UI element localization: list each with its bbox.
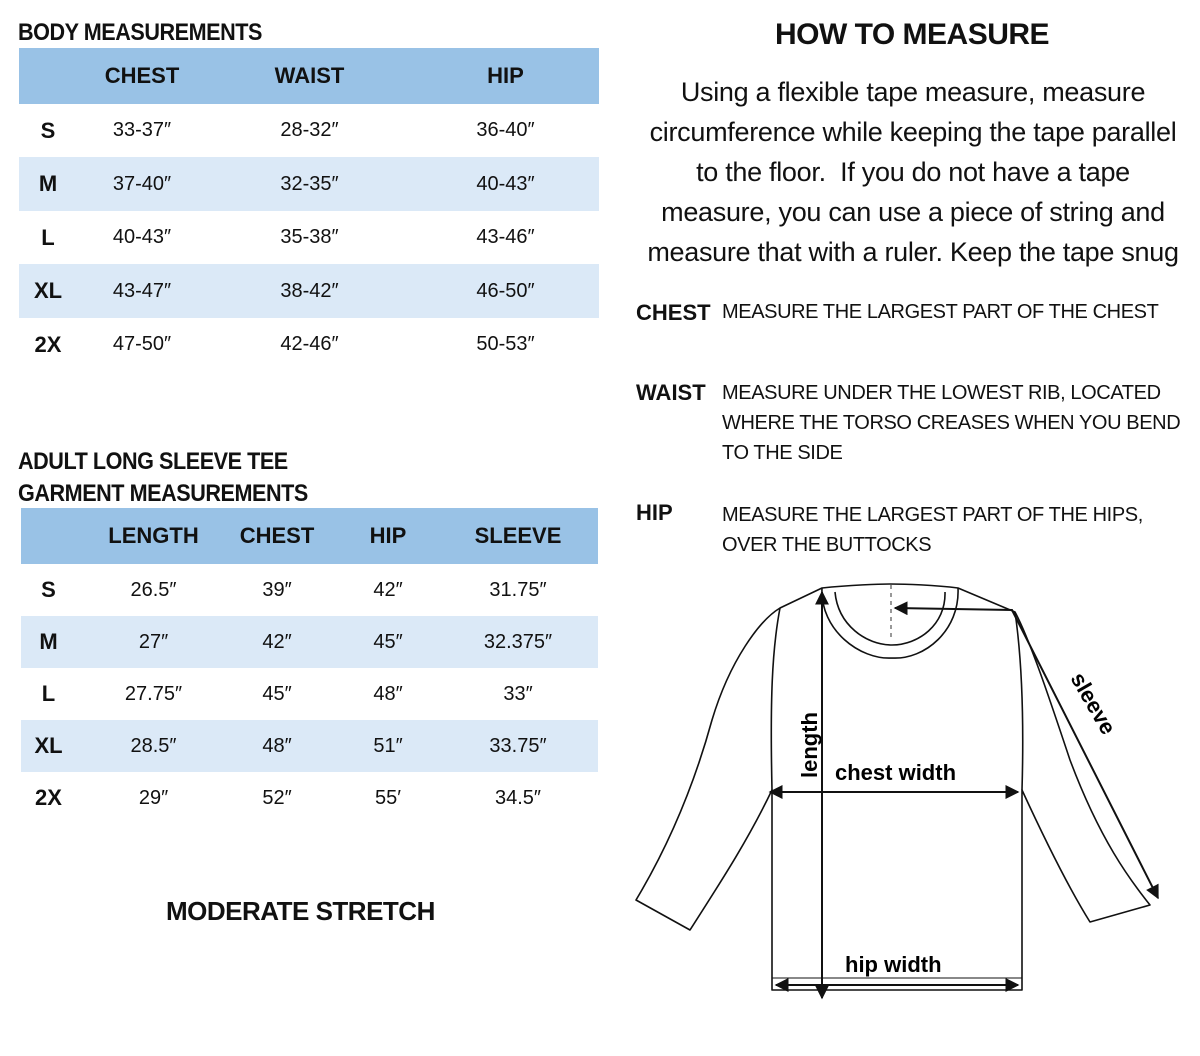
waist-cell: 28-32″: [280, 119, 339, 141]
header-size: [19, 48, 77, 104]
hip-measure-label: HIP: [636, 500, 673, 525]
length-cell: 27.75″: [124, 682, 183, 705]
sleeve-cell: 34.5″: [494, 786, 541, 809]
chest-cell: 52″: [262, 786, 292, 809]
hip-cell: 48″: [373, 682, 403, 705]
size-cell: 2X: [34, 331, 62, 357]
size-cell: XL: [21, 720, 76, 772]
chest-cell: 42″: [231, 616, 323, 668]
spacer-cell: [583, 668, 598, 720]
hip-cell: 42″: [373, 578, 403, 601]
sleeve-cell: 32.375″: [453, 616, 583, 668]
size-cell: S: [41, 577, 56, 602]
table-row: [21, 668, 598, 720]
garment-title-line2: GARMENT MEASUREMENTS: [18, 480, 308, 507]
stretch-note: MODERATE STRETCH: [166, 896, 435, 926]
header-sleeve: SLEEVE: [453, 508, 583, 564]
table-header-row: [21, 508, 598, 564]
table-row: [19, 211, 599, 264]
length-cell: 26.5″: [130, 578, 177, 601]
hip-cell: 40-43″: [412, 157, 599, 211]
right-sleeve-seam: [1015, 612, 1023, 790]
hip-width-label: hip width: [845, 952, 942, 977]
shirt-outline: [636, 584, 1150, 990]
spacer-cell: [583, 616, 598, 668]
length-cell: 28.5″: [76, 720, 231, 772]
garment-title-line1: ADULT LONG SLEEVE TEE: [18, 448, 288, 475]
chest-cell: 43-47″: [77, 264, 207, 318]
table-header-row: [19, 48, 599, 104]
table-row: [19, 157, 599, 211]
table-row: [21, 772, 598, 824]
hip-cell: 45″: [323, 616, 453, 668]
left-sleeve-seam: [771, 608, 780, 790]
size-cell: L: [41, 224, 55, 250]
header-chest: CHEST: [77, 48, 207, 104]
chest-cell: 45″: [262, 682, 292, 705]
chest-measure-label: CHEST: [636, 300, 711, 325]
chest-cell: 33-37″: [112, 119, 172, 141]
table-row: [21, 720, 598, 772]
table-row: [19, 104, 599, 157]
size-cell: L: [41, 681, 56, 706]
sleeve-cell: 31.75″: [489, 578, 547, 601]
header-size: [21, 508, 76, 564]
size-cell: M: [21, 616, 76, 668]
table-row: [19, 318, 599, 371]
chest-measure-desc: MEASURE THE LARGEST PART OF THE CHEST: [722, 301, 1159, 323]
sleeve-cell: 33″: [503, 682, 533, 705]
hip-cell: 43-46″: [476, 226, 535, 248]
hip-cell: 51″: [323, 720, 453, 772]
size-cell: XL: [19, 264, 77, 318]
header-length: LENGTH: [76, 508, 231, 564]
intro-line: circumference while keeping the tape parallel: [649, 117, 1177, 147]
how-to-measure-intro: [630, 72, 1196, 272]
header-hip: HIP: [412, 48, 599, 104]
waist-cell: 35-38″: [280, 226, 339, 248]
waist-cell: 38-42″: [207, 264, 412, 318]
shirt-collar: [822, 588, 958, 658]
intro-line: measure, you can use a piece of string and: [661, 197, 1165, 227]
table-row: [19, 264, 599, 318]
sleeve-arrow: [895, 608, 1158, 898]
waist-measure-desc: MEASURE UNDER THE LOWEST RIB, LOCATED WHERE THE TORSO CREASES WHEN YOU BEND TO THE SIDE: [722, 382, 1181, 464]
chest-width-label: chest width: [835, 760, 957, 785]
body-measurements-title: BODY MEASUREMENTS: [18, 19, 262, 46]
size-cell: 2X: [35, 785, 62, 810]
waist-cell: 32-35″: [207, 157, 412, 211]
how-to-measure-title: HOW TO MEASURE: [774, 18, 1050, 51]
hip-measure-desc: MEASURE THE LARGEST PART OF THE HIPS, OVER THE BUTTOCKS: [722, 504, 1143, 556]
length-cell: 29″: [138, 786, 169, 809]
sleeve-cell: 33.75″: [453, 720, 583, 772]
garment-measurements-table: [21, 508, 598, 824]
intro-line: Using a flexible tape measure, measure: [680, 77, 1146, 107]
header-chest: CHEST: [231, 508, 323, 564]
intro-line: measure that with a ruler. Keep the tape snug: [647, 237, 1179, 267]
table-row: [21, 564, 598, 616]
body-measurements-table: [19, 48, 599, 371]
length-cell: 27″: [76, 616, 231, 668]
chest-cell: 47-50″: [112, 333, 172, 355]
hip-cell: 55′: [375, 786, 401, 809]
waist-measure-label: WAIST: [636, 380, 706, 405]
spacer-cell: [583, 564, 598, 616]
hip-cell: 50-53″: [476, 333, 535, 355]
spacer-cell: [583, 720, 598, 772]
shirt-measurement-diagram: [630, 580, 1170, 1000]
header-spacer: [583, 508, 598, 564]
length-label: length: [797, 712, 822, 778]
spacer-cell: [583, 772, 598, 824]
intro-line: to the floor. If you do not have a tape: [696, 157, 1130, 187]
chest-cell: 48″: [231, 720, 323, 772]
header-waist: WAIST: [207, 48, 412, 104]
sleeve-label: sleeve: [1065, 668, 1121, 739]
chest-cell: 40-43″: [112, 226, 172, 248]
size-cell: S: [40, 117, 56, 143]
table-row: [21, 616, 598, 668]
chest-cell: 37-40″: [77, 157, 207, 211]
hip-cell: 46-50″: [412, 264, 599, 318]
size-cell: M: [19, 157, 77, 211]
shirt-collar-inner: [835, 592, 945, 645]
waist-cell: 42-46″: [280, 333, 339, 355]
header-hip: HIP: [323, 508, 453, 564]
hip-cell: 36-40″: [476, 119, 535, 141]
chest-cell: 39″: [262, 578, 292, 601]
